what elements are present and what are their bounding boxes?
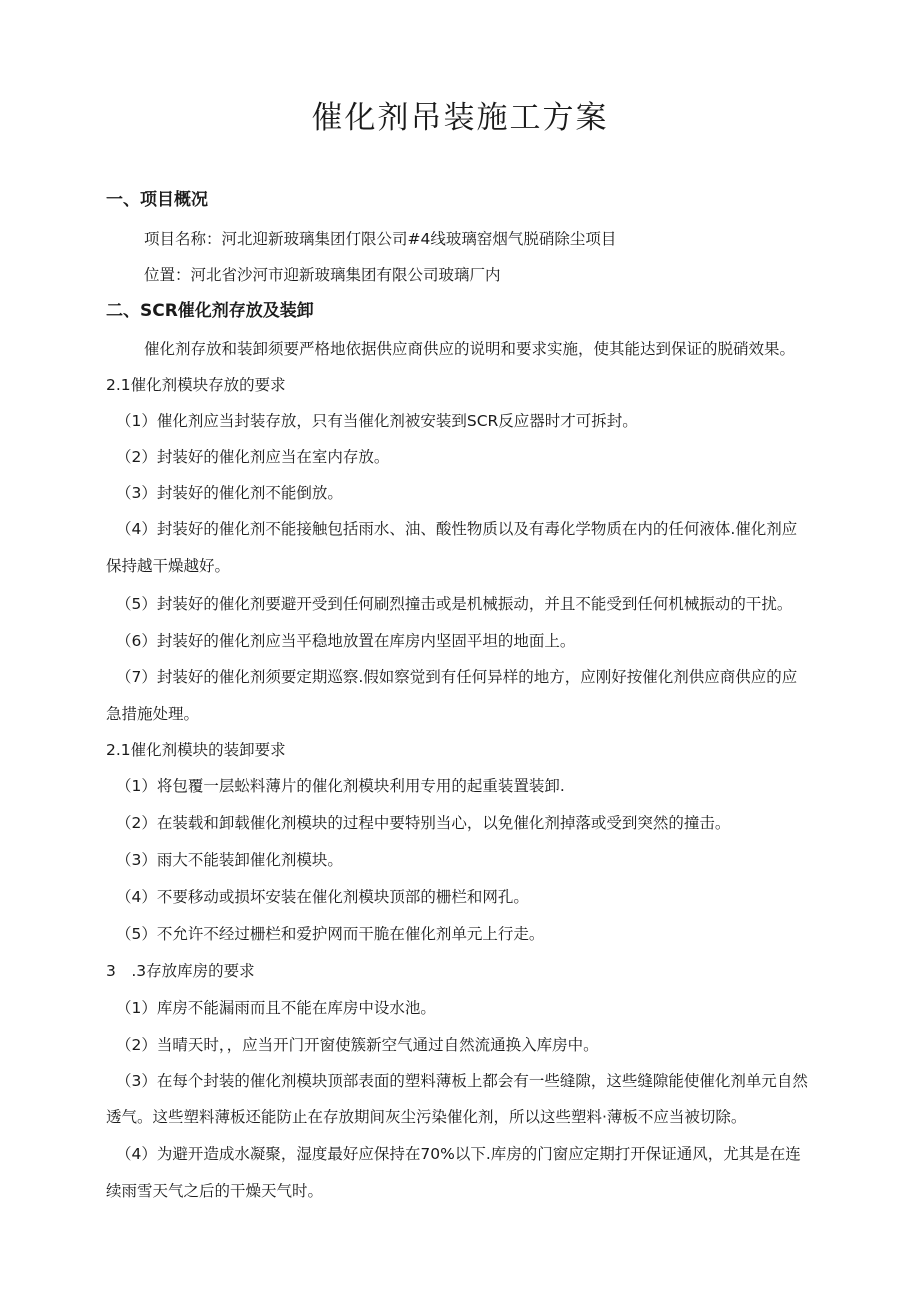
list-item: （3）封装好的催化剂不能倒放。 [116, 484, 343, 502]
list-item-continuation: 保持越干燥越好。 [106, 557, 231, 575]
list-item: （1）将包覆一层蚣料薄片的催化剂模块利用专用的起重装置装卸. [116, 777, 565, 795]
list-item: （2）当晴天时，，应当开门开窗使簇新空气通过自然流通换入库房中。 [116, 1036, 599, 1054]
list-item-continuation: 透气。这些塑料薄板还能防止在存放期间灰尘污染催化剂，所以这些塑料·薄板不应当被切除。 [106, 1108, 747, 1126]
subsection-heading-warehouse: 3 .3存放库房的要求 [106, 962, 255, 980]
list-item: （4）为避开造成水凝聚，湿度最好应保持在70%以下.库房的门窗应定期打开保证通风，尤其是在连 [116, 1145, 801, 1163]
list-item: （4）不要移动或损坏安装在催化剂模块顶部的栅栏和网孔。 [116, 888, 529, 906]
list-item: （2）封装好的催化剂应当在室内存放。 [116, 448, 390, 466]
list-item: （1）库房不能漏雨而且不能在库房中设水池。 [116, 999, 436, 1017]
section-intro-text: 催化剂存放和装卸须要严格地依据供应商供应的说明和要求实施，使其能达到保证的脱硝效果。 [144, 340, 796, 358]
list-item: （4）封装好的催化剂不能接触包括雨水、油、酸性物质以及有毒化学物质在内的任何液体.催化剂应 [116, 520, 798, 538]
list-item: （7）封装好的催化剂须要定期巡察.假如察觉到有任何异样的地方，应刚好按催化剂供应商供应的应 [116, 668, 798, 686]
list-item: （5）不允许不经过栅栏和爱护网而干脆在催化剂单元上行走。 [116, 925, 545, 943]
list-item-continuation: 续雨雪天气之后的干燥天气时。 [106, 1182, 324, 1200]
project-name-text: 项目名称：河北迎新玻璃集团仃限公司#4线玻璃窑烟气脱硝除尘项目 [144, 230, 617, 248]
list-item: （3）雨大不能装卸催化剂模块。 [116, 851, 343, 869]
list-item: （2）在装载和卸载催化剂模块的过程中要特别当心，以免催化剂掉落或受到突然的撞击。 [116, 814, 731, 832]
subsection-heading-storage: 2.1催化剂模块存放的要求 [106, 376, 286, 394]
subsection-heading-handling: 2.1催化剂模块的装卸要求 [106, 741, 286, 759]
list-item: （1）催化剂应当封装存放，只有当催化剂被安装到SCR反应器时才可拆封。 [116, 412, 638, 430]
project-location-text: 位置：河北省沙河市迎新玻璃集团有限公司玻璃厂内 [144, 266, 501, 284]
list-item: （5）封装好的催化剂要避开受到任何刷烈撞击或是机械振动，并且不能受到任何机械振动的干扰。 [116, 595, 793, 613]
document-title: 催化剂吊装施工方案 [311, 100, 609, 136]
list-item: （6）封装好的催化剂应当平稳地放置在库房内坚固平坦的地面上。 [116, 632, 576, 650]
section-heading-overview: 一、项目概况 [106, 190, 208, 210]
section-heading-scr: 二、SCR催化剂存放及装卸 [106, 301, 314, 321]
list-item: （3）在每个封装的催化剂模块顶部表面的塑料薄板上都会有一些缝隙，这些缝隙能使催化剂单元自然 [116, 1072, 808, 1090]
list-item-continuation: 急措施处理。 [106, 705, 200, 723]
